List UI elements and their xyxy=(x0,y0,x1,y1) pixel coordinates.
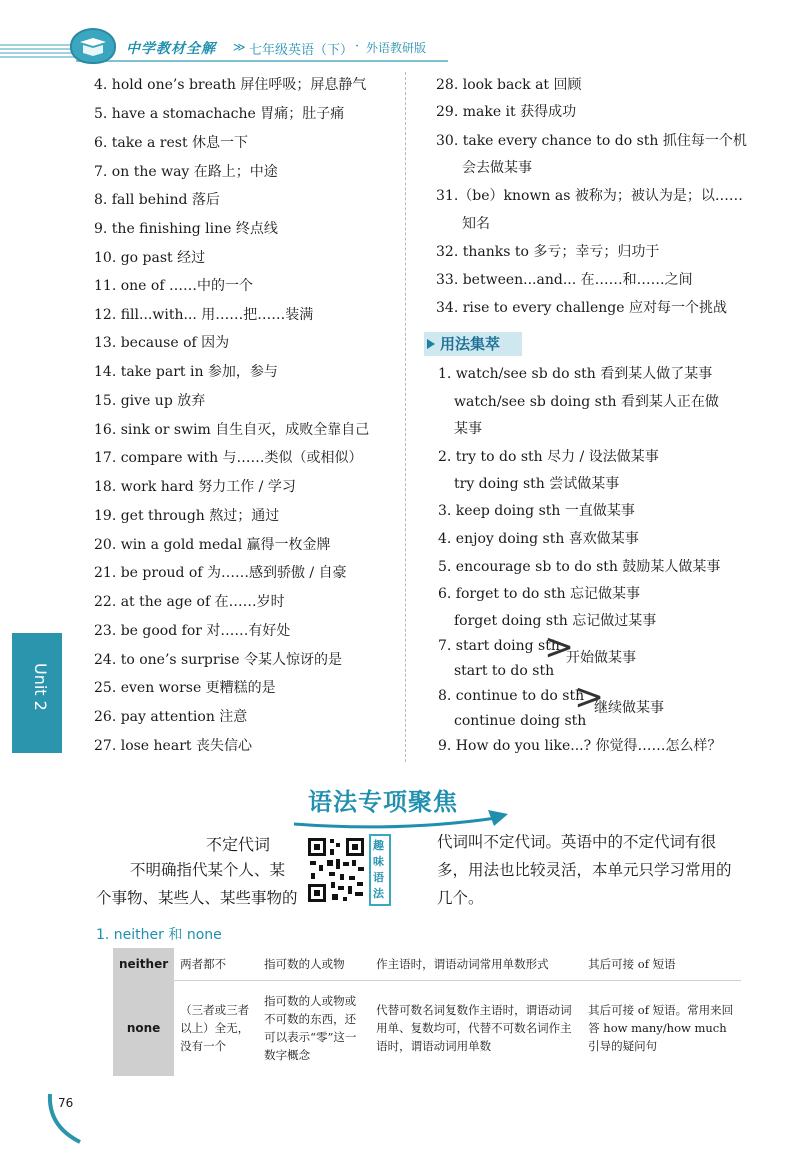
phrase-item: 25. even worse 更糟糕的是 xyxy=(94,680,276,696)
usage-item: 3. keep doing sth 一直做某事 xyxy=(438,503,635,519)
phrase-item: 10. go past 经过 xyxy=(94,250,206,266)
usage-section-label: 用法集萃 xyxy=(440,335,501,353)
phrase-item: 13. because of 因为 xyxy=(94,335,230,351)
usage-item-variant: continue doing sth xyxy=(454,713,587,729)
table-cell: 代替可数名词复数作主语时，谓语动词用单、复数均可，代替不可数名词作主语时，谓语动词用单数 xyxy=(376,1003,572,1054)
usage-section-tag xyxy=(424,332,522,356)
grammar-subheading: 1. neither 和 none xyxy=(96,927,222,943)
table-cell-key: none xyxy=(113,980,174,1076)
table-cell-key: neither xyxy=(113,948,174,980)
usage-item-meaning: 开始做某事 xyxy=(566,650,636,666)
phrase-item: 18. work hard 努力工作 / 学习 xyxy=(94,479,296,495)
phrase-item: 12. fill...with... 用……把……装满 xyxy=(94,307,314,323)
phrase-item: 31.（be）known as 被称为；被认为是；以…… xyxy=(436,188,743,204)
usage-item: 5. encourage sb to do sth 鼓励某人做某事 xyxy=(438,559,721,575)
phrase-item: 5. have a stomachache 胃痛；肚子痛 xyxy=(94,106,345,122)
qr-code-icon[interactable] xyxy=(305,834,367,906)
phrase-item: 32. thanks to 多亏；幸亏；归功于 xyxy=(436,244,660,260)
usage-item: 8. continue to do sth xyxy=(438,688,585,704)
triangle-marker-icon xyxy=(427,339,435,349)
usage-item: 7. start doing sth xyxy=(438,638,560,654)
table-cell: 指可数的人或物或不可数的东西，还可以表示“零”这一数字概念 xyxy=(264,994,357,1063)
phrase-item: 11. one of ……中的一个 xyxy=(94,278,253,294)
intro-line: 多，用法也比较灵活，本单元只学习常用的 xyxy=(437,861,732,879)
intro-line: 个事物、某些人、某些事物的 xyxy=(96,889,298,907)
bracket-icon: > xyxy=(574,677,605,718)
table-cell: 其后可接 of 短语 xyxy=(582,948,741,980)
phrase-item: 22. at the age of 在……岁时 xyxy=(94,594,285,610)
phrase-item: 15. give up 放弃 xyxy=(94,393,206,409)
phrase-item: 26. pay attention 注意 xyxy=(94,709,248,725)
phrase-item: 17. compare with 与……类似（或相似） xyxy=(94,450,363,466)
usage-item-variant: forget doing sth 忘记做过某事 xyxy=(454,613,657,629)
phrase-item: 33. between...and... 在……和……之间 xyxy=(436,272,693,288)
table-cell: 两者都不 xyxy=(174,948,258,980)
phrase-item: 27. lose heart 丧失信心 xyxy=(94,738,252,754)
phrase-item: 19. get through 熬过；通过 xyxy=(94,508,280,524)
intro-line: 几个。 xyxy=(437,889,484,907)
column-divider xyxy=(405,72,406,762)
publisher: 外语教研版 xyxy=(366,41,427,55)
usage-item-variant: start to do sth xyxy=(454,663,555,679)
usage-item: 6. forget to do sth 忘记做某事 xyxy=(438,586,641,602)
table-cell: 指可数的人或物 xyxy=(258,948,370,980)
table-row xyxy=(113,980,741,1076)
table-cell: （三者或三者以上）全无，没有一个 xyxy=(180,1003,250,1054)
qr-tag-label xyxy=(369,834,391,906)
grammar-title-text: 语法专项聚焦 xyxy=(308,788,458,816)
unit-label: Unit 2 xyxy=(31,663,50,711)
usage-item-variant: watch/see sb doing sth 看到某人正在做 xyxy=(454,394,719,410)
phrase-item: 7. on the way 在路上；中途 xyxy=(94,164,278,180)
table-row xyxy=(113,948,741,980)
page-header xyxy=(0,28,800,68)
phrase-item: 24. to one’s surprise 令某人惊讶的是 xyxy=(94,652,342,668)
phrase-item: 29. make it 获得成功 xyxy=(436,104,577,120)
header-separator: ≫ xyxy=(233,40,246,54)
usage-item: 9. How do you like...? 你觉得……怎么样？ xyxy=(438,738,722,754)
header-dot: · xyxy=(355,39,360,54)
intro-line: 代词叫不定代词。英语中的不定代词有很 xyxy=(437,833,717,851)
usage-item-continued: 某事 xyxy=(454,421,482,437)
usage-item-meaning: 继续做某事 xyxy=(594,700,664,716)
phrase-item-continued: 知名 xyxy=(462,216,490,232)
phrase-item-continued: 会去做某事 xyxy=(462,160,532,176)
unit-side-tab xyxy=(12,633,62,753)
qr-tag-text: 趣味语法 xyxy=(373,839,384,900)
bracket-icon: > xyxy=(544,627,575,668)
phrase-item: 21. be proud of 为……感到骄傲 / 自豪 xyxy=(94,565,347,581)
page-number: 76 xyxy=(58,1096,74,1110)
phrase-item: 23. be good for 对……有好处 xyxy=(94,623,291,639)
header-rule xyxy=(76,60,448,62)
usage-item-variant: try doing sth 尝试做某事 xyxy=(454,476,620,492)
usage-item: 2. try to do sth 尽力 / 设法做某事 xyxy=(438,449,659,465)
book-title: 中学教材全解 xyxy=(126,41,216,57)
usage-item: 1. watch/see sb do sth 看到某人做了某事 xyxy=(438,366,713,382)
phrase-item: 20. win a gold medal 赢得一枚金牌 xyxy=(94,537,331,553)
phrase-item: 30. take every chance to do sth 抓住每一个机 xyxy=(436,133,747,149)
phrase-item: 6. take a rest 休息一下 xyxy=(94,135,249,151)
phrase-item: 8. fall behind 落后 xyxy=(94,192,220,208)
table-cell: 其后可接 of 短语。常用来回答 how many/how much 引导的疑问句 xyxy=(588,1003,734,1054)
phrase-item: 4. hold one’s breath 屏住呼吸；屏息静气 xyxy=(94,77,367,93)
book-logo-icon xyxy=(70,28,116,64)
topic-heading: 不定代词 xyxy=(206,835,271,854)
table-cell: 作主语时，谓语动词常用单数形式 xyxy=(370,948,582,980)
phrase-item: 16. sink or swim 自生自灭，成败全靠自己 xyxy=(94,422,370,438)
book-subtitle: 七年级英语（下） xyxy=(249,43,354,58)
phrase-item: 28. look back at 回顾 xyxy=(436,77,582,93)
phrase-item: 14. take part in 参加，参与 xyxy=(94,364,278,380)
usage-item: 4. enjoy doing sth 喜欢做某事 xyxy=(438,531,639,547)
phrase-item: 9. the finishing line 终点线 xyxy=(94,221,278,237)
intro-line: 不明确指代某个人、某 xyxy=(130,861,286,879)
neither-none-table xyxy=(113,948,741,1076)
phrase-item: 34. rise to every challenge 应对每一个挑战 xyxy=(436,300,727,316)
